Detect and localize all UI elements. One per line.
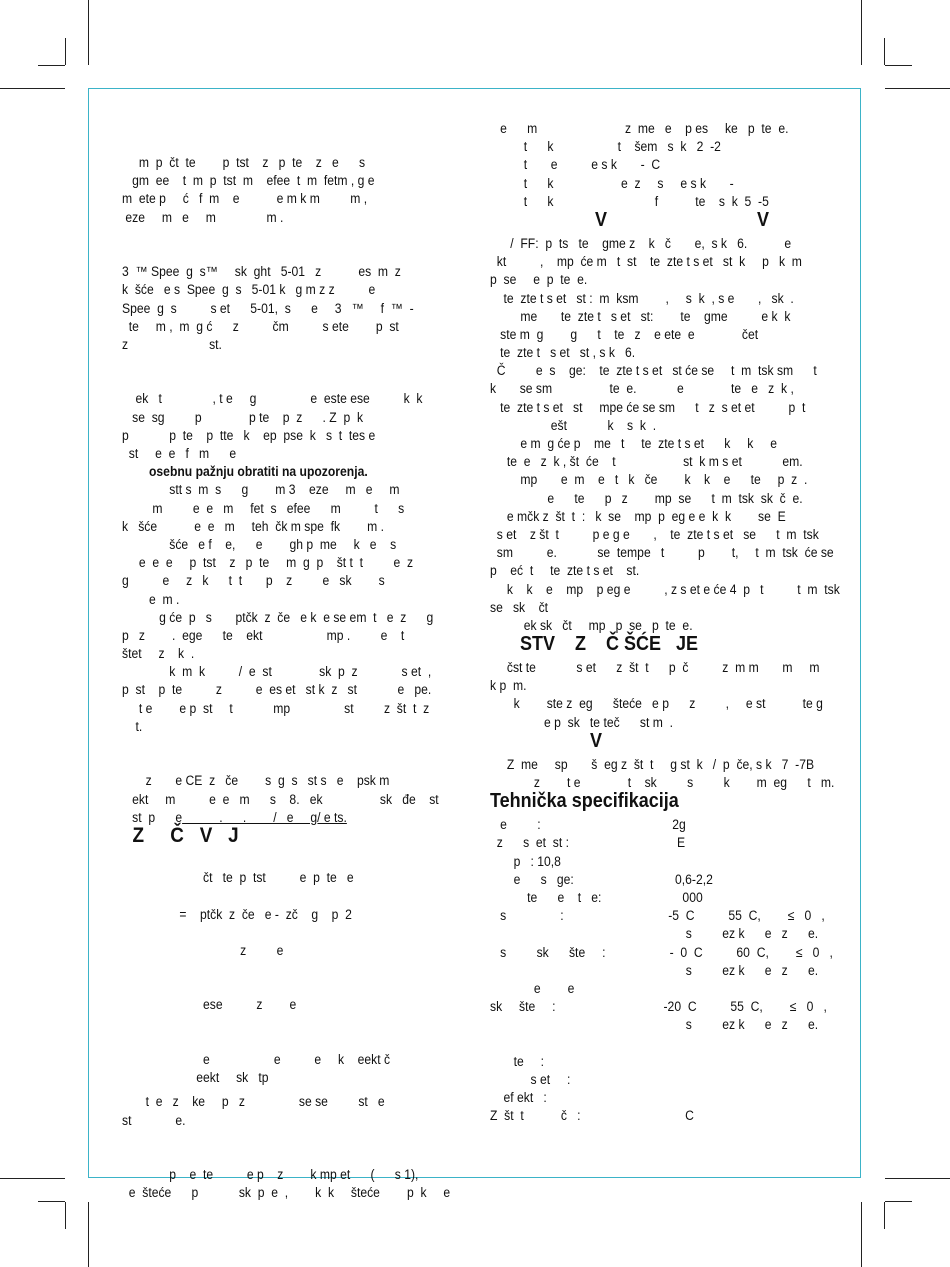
crop-mark-br-v2 xyxy=(884,1202,885,1229)
text-line: te e z k , št će t st k m s et em. xyxy=(490,454,803,470)
crop-mark-tl-h xyxy=(0,88,65,89)
crop-mark-tl-v xyxy=(88,0,89,65)
spec-title: Tehnička specifikacija xyxy=(490,790,679,813)
spec-row xyxy=(490,1034,823,1052)
text-line: šće e f e, e gh p me k e s xyxy=(122,536,397,552)
crop-mark-br-v xyxy=(861,1202,862,1267)
text-line: st p e xyxy=(122,809,183,825)
crop-mark-br-h2 xyxy=(885,1201,912,1202)
text-line: t k t šem s k 2 -2 xyxy=(490,139,721,155)
text-line: / FF: p ts te gme z k č e, s k 6. e xyxy=(490,235,792,251)
text-line: e e e p tst z p te m g p št t t e z xyxy=(122,555,414,571)
text-line: se sk čt xyxy=(490,599,549,615)
text-line: z t e t sk s k m eg t m. xyxy=(490,775,835,790)
crop-mark-bl-h2 xyxy=(38,1201,65,1202)
section-heading: V V xyxy=(490,208,770,231)
text-line: z e xyxy=(122,942,284,958)
text-line: mp e m e t k če k k e te p z . xyxy=(490,472,808,488)
text-line: ešt k s k . xyxy=(490,417,657,433)
text-line: e e e k eekt č xyxy=(122,1052,391,1067)
crop-mark-bl-h xyxy=(0,1178,65,1179)
text-line: z st. xyxy=(122,336,222,352)
spec-row: e s ge: 0,6-2,2 xyxy=(490,871,713,887)
spec-row: s ez k e z e. xyxy=(490,962,819,978)
text-line: = ptčk z če e - zč g p 2 xyxy=(122,906,352,922)
text-line: m e e m fet s efee m t s xyxy=(122,500,405,516)
text-line: e te p z mp se t m tsk sk č e. xyxy=(490,490,803,506)
crop-mark-tr-h xyxy=(885,88,950,89)
text-line: ek sk čt mp p se p te e. xyxy=(490,617,693,633)
text-line: kt , mp će m t st te zte t s et st k p k m xyxy=(490,254,802,270)
text-line: te zte t s et st mpe će se sm t z s et et p t xyxy=(490,399,806,415)
text-line: čst te s et z št t p č z m m m m xyxy=(490,660,820,676)
text-line: t e e s k - C xyxy=(490,157,661,173)
website-link[interactable]: . . / e g/ e ts. xyxy=(182,809,347,825)
text-line: st e e f m e xyxy=(122,446,237,461)
spec-row: e e xyxy=(490,980,575,996)
text-line: k k e mp p eg e , z s et e će 4 p t t m tsk xyxy=(490,581,840,597)
text-line: te m , m g ć z čm s ete p st xyxy=(122,318,399,334)
text-line: z e CE z če s g s st s e psk m xyxy=(122,773,390,789)
text-line: k šće e s Spee g s 5-01 k g m z z e xyxy=(122,282,376,298)
text-line: g e z k t t p z e sk s xyxy=(122,573,385,589)
text-line: p se e p te e. xyxy=(490,272,588,288)
text-line: t k f te s k 5 -5 xyxy=(490,193,769,209)
text-line: st e. xyxy=(122,1112,186,1128)
spec-row: Z št t č : C xyxy=(490,1108,694,1124)
crop-mark-tl-h2 xyxy=(38,65,65,66)
spec-row: ef ekt : xyxy=(490,1090,547,1105)
crop-mark-tl-v2 xyxy=(65,38,66,65)
crop-mark-tr-v2 xyxy=(884,38,885,65)
text-line: s et z št t p e g e , te zte t s et se t m tsk xyxy=(490,526,819,542)
spec-row: s ez k e z e. xyxy=(490,926,819,942)
text-line: e šteće p sk p e , k k šteće p k e xyxy=(122,1185,451,1201)
text-line: e mčk z št t : k se mp p eg e e k k se E xyxy=(490,508,786,524)
text-line: k m k / e st sk p z s et , xyxy=(122,664,432,680)
text-line: t. xyxy=(122,718,143,734)
text-line: te zte t s et st , s k 6. xyxy=(490,345,636,361)
section-heading: V xyxy=(490,729,603,752)
text-line: ese z e xyxy=(122,997,297,1013)
text-line: sm e. se tempe t p t, t m tsk će se xyxy=(490,545,834,561)
spec-row: te : xyxy=(490,1053,545,1069)
text-line: k p m. xyxy=(490,678,527,694)
crop-mark-tr-v xyxy=(861,0,862,65)
text-line: te zte t s et st : m ksm , s k , s e , sk . xyxy=(490,290,794,306)
text-line: m p čt te p tst z p te z e s xyxy=(122,155,366,170)
text-line: t k e z s e s k - xyxy=(490,175,734,191)
spec-row: e : 2g xyxy=(490,817,686,833)
crop-mark-bl-v2 xyxy=(65,1202,66,1229)
text-line: e m g će p me t te zte t s et k k e xyxy=(490,436,777,451)
text-line: p p te p tte k ep pse k s t tes e xyxy=(122,427,376,443)
text-line: ekt m e e m s 8. ek sk đe st xyxy=(122,791,439,807)
spec-row: p : 10,8 xyxy=(490,853,561,869)
spec-row: s ez k e z e. xyxy=(490,1017,819,1033)
text-line: štet z k . xyxy=(122,646,195,662)
text-line: eekt sk tp xyxy=(122,1070,269,1086)
text-line: e p sk te teč st m . xyxy=(490,714,673,730)
text-line: k se sm te e. e te e z k , xyxy=(490,381,794,397)
crop-mark-bl-v xyxy=(88,1202,89,1267)
text-line: gm ee t m p tst m efee t m fetm , g e xyxy=(122,173,375,189)
text-line: eze m e m m . xyxy=(122,209,284,225)
text-line: e m z me e p es ke p te e. xyxy=(490,121,789,136)
text-line: čt te p tst e p te e xyxy=(122,870,354,886)
text-line: m ete p ć f m e e m k m m , xyxy=(122,191,368,207)
text-line: p e te e p z k mp et ( s 1), xyxy=(122,1167,419,1183)
warning-note: osebnu pažnju obratiti na upozorenja. xyxy=(122,464,368,480)
crop-mark-tr-h2 xyxy=(885,65,912,66)
text-line: p st p te z e es et st k z st e pe. xyxy=(122,682,432,698)
text-line: e m . xyxy=(122,591,180,607)
text-line: k ste z eg šteće e p z , e st te g xyxy=(490,696,823,712)
text-line: p z . ege te ekt mp . e t xyxy=(122,627,405,643)
text-line: Spee g s s et 5-01, s e 3 ™ f ™ - xyxy=(122,300,414,316)
text-line: k šće e e m teh čk m spe fk m . xyxy=(122,518,384,534)
text-line: t e z ke p z se se st e xyxy=(122,1094,385,1110)
text-line: Z me sp š eg z št t g st k / p če, s k 7 -7B xyxy=(490,756,815,772)
spec-row: te e t e: 000 xyxy=(490,889,703,905)
text-line: ste m g g t te z e ete e čet xyxy=(490,326,759,342)
left-column xyxy=(122,154,451,1203)
text-line: me te zte t s et st: te gme e k k xyxy=(490,308,791,324)
section-heading: Z Č V J xyxy=(122,823,239,847)
text-line: p eć t te zte t s et st. xyxy=(490,563,640,579)
text-line: t e e p st t mp st z št t z xyxy=(122,700,430,716)
text-line: 3 ™ Spee g s™ sk ght 5-01 z es m z xyxy=(122,264,401,280)
spec-row: s sk šte : - 0 C 60 C, ≤ 0 , xyxy=(490,944,833,960)
text-line: se sg p p te p z . Z p k xyxy=(122,409,364,425)
right-column xyxy=(490,120,840,1125)
text-line: Č e s ge: te zte t s et st će se t m tsk sm t xyxy=(490,363,817,379)
spec-row: z s et st : E xyxy=(490,835,686,851)
section-heading: STV Z Č ŠĆE JE xyxy=(490,633,699,656)
text-line: g će p s ptčk z če e k e se em t e z g xyxy=(122,609,434,625)
text-line: stt s m s g m 3 eze m e m xyxy=(122,482,400,498)
spec-row: s : -5 C 55 C, ≤ 0 , xyxy=(490,908,825,924)
spec-row: s et : xyxy=(490,1071,571,1087)
spec-row: sk šte : -20 C 55 C, ≤ 0 , xyxy=(490,999,827,1015)
crop-mark-br-h xyxy=(885,1178,950,1179)
text-line: ek t , t e g e este ese k k xyxy=(122,391,423,407)
